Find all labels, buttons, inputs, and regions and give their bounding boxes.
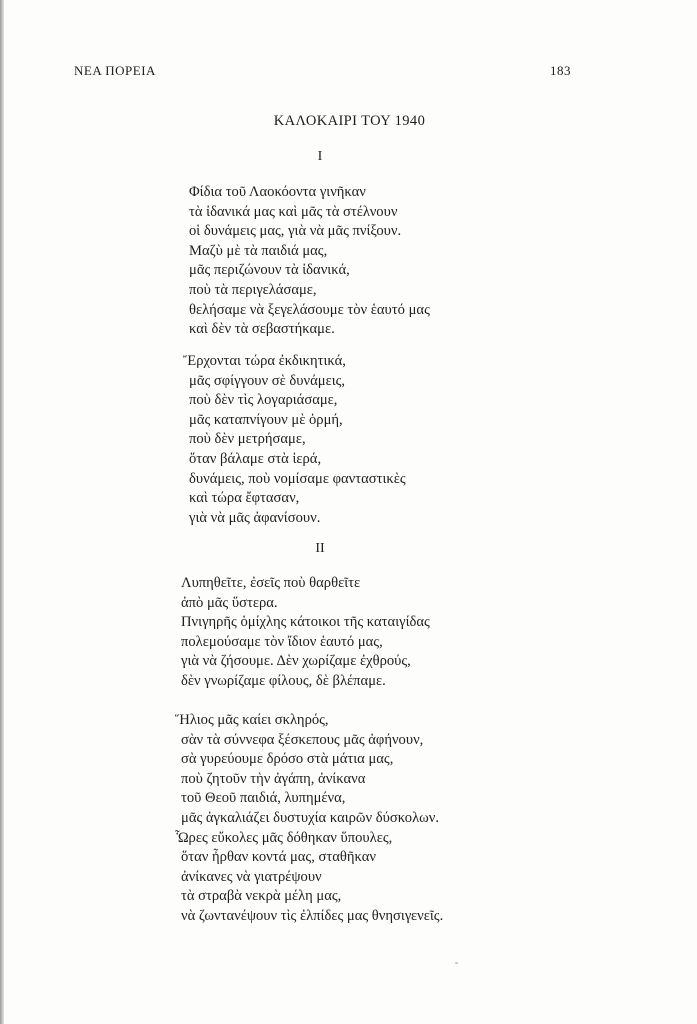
stanza-3: [181, 574, 430, 692]
verse-line: τὰ ἰδανικά μας καὶ μᾶς τὰ στέλνουν: [189, 203, 398, 220]
verse-line: ὅταν βάλαμε στὰ ἱερά,: [189, 450, 322, 467]
stanza-1: [189, 183, 430, 340]
section-numeral-2: II: [315, 541, 325, 556]
stanza-4: [175, 711, 444, 927]
verse-line: γιὰ νὰ ζήσουμε. Δὲν χωρίζαμε ἐχθρούς,: [181, 653, 411, 670]
verse-line: μᾶς ἀγκαλιάζει δυστυχία καιρῶν δύσκολων.: [181, 809, 439, 826]
verse-line: δὲν γνωρίζαμε φίλους, δὲ βλέπαμε.: [181, 672, 386, 689]
verse-line: μᾶς σφίγγουν σὲ δυνάμεις,: [189, 372, 346, 389]
section-numeral-1: I: [317, 149, 323, 164]
verse-line: ὅταν ἦρθαν κοντά μας, σταθῆκαν: [181, 849, 376, 866]
verse-line: μᾶς περιζώνουν τὰ ἰδανικά,: [189, 262, 350, 279]
paper-speck: [455, 962, 458, 964]
verse-line: καὶ δὲν τὰ σεβαστήκαμε.: [189, 321, 335, 338]
verse-line: Ὧρες εὔκολες μᾶς δόθηκαν ὕπουλες,: [175, 829, 393, 846]
page-number: 183: [550, 63, 571, 78]
stanza-2: [183, 352, 406, 528]
verse-line: νὰ ζωντανέψουν τὶς ἐλπίδες μας θνησιγενεῖς.: [181, 907, 444, 924]
verse-line: μᾶς καταπνίγουν μὲ ὁρμή,: [189, 411, 343, 428]
verse-line: καὶ τώρα ἔφτασαν,: [189, 490, 300, 507]
verse-line: οἱ δυνάμεις μας, γιὰ νὰ μᾶς πνίξουν.: [189, 223, 402, 240]
verse-line: Ἥλιος μᾶς καίει σκληρός,: [175, 712, 329, 728]
verse-line: ποὺ ζητοῦν τὴν ἀγάπη, ἀνίκανα: [181, 770, 366, 787]
verse-line: ἀνίκανες νὰ γιατρέψουν: [181, 868, 322, 885]
verse-line: τὰ στραβὰ νεκρὰ μέλη μας,: [181, 888, 342, 905]
verse-line: Ἔρχονται τώρα ἐκδικητικά,: [183, 353, 346, 369]
poem-title: ΚΑΛΟΚΑΙΡΙ ΤΟΥ 1940: [273, 113, 426, 129]
verse-line: ἀπὸ μᾶς ὕστερα.: [181, 594, 278, 611]
verse-line: ποὺ τὰ περιγελάσαμε,: [189, 281, 317, 298]
verse-line: ποὺ δὲν τὶς λογαριάσαμε,: [189, 392, 338, 409]
verse-line: Λυπηθεῖτε, ἐσεῖς ποὺ θαρθεῖτε: [181, 575, 361, 591]
verse-line: Μαζὺ μὲ τὰ παιδιά μας,: [189, 242, 328, 259]
running-head-title: ΝΕΑ ΠΟΡΕΙΑ: [74, 63, 156, 78]
verse-line: τοῦ Θεοῦ παιδιά, λυπημένα,: [181, 790, 346, 807]
verse-line: θελήσαμε νὰ ξεγελάσουμε τὸν ἑαυτό μας: [189, 301, 430, 318]
verse-line: ποὺ δὲν μετρήσαμε,: [189, 431, 306, 448]
verse-line: Πνιγηρῆς ὁμίχλης κάτοικοι τῆς καταιγίδας: [181, 614, 430, 631]
verse-line: γιὰ νὰ μᾶς ἀφανίσουν.: [189, 509, 321, 526]
verse-line: σὰν τὰ σύννεφα ξέσκεπους μᾶς ἀφήνουν,: [181, 731, 424, 748]
verse-line: Φίδια τοῦ Λαοκόοντα γινῆκαν: [189, 184, 366, 200]
verse-line: πολεμούσαμε τὸν ἴδιον ἑαυτό μας,: [181, 633, 383, 650]
verse-line: σὰ γυρεύουμε δρόσο στὰ μάτια μας,: [181, 751, 394, 768]
verse-line: δυνάμεις, ποὺ νομίσαμε φανταστικὲς: [189, 470, 406, 487]
